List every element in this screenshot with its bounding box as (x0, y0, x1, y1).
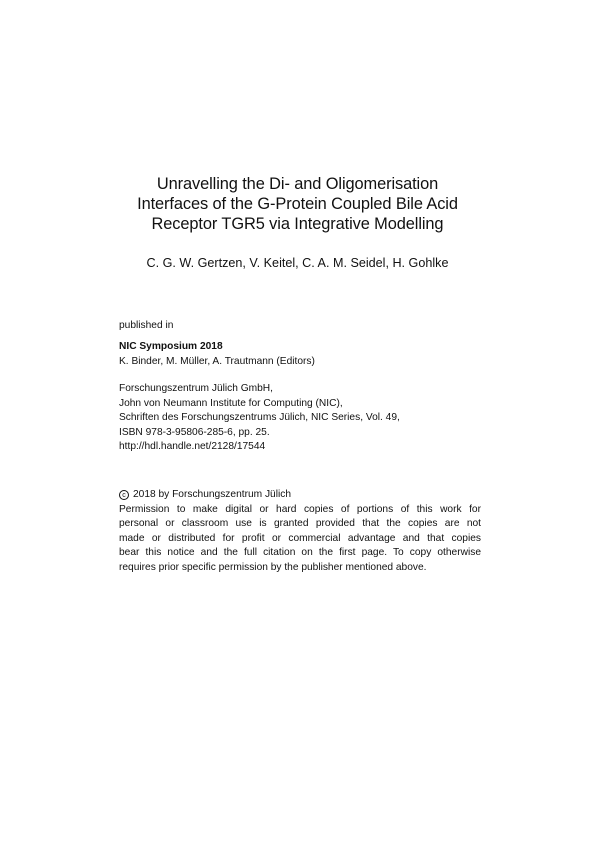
paper-title (0, 174, 595, 234)
permission-line: personal or classroom use is granted provided that the copies are not (119, 518, 481, 529)
publisher-line: Schriften des Forschungszentrums Jülich, NIC Series, Vol. 49, (119, 412, 400, 423)
permission-line: made or distributed for profit or commercial advantage and that copies (119, 532, 481, 544)
published-in-label: published in (119, 320, 174, 331)
title-line: Interfaces of the G-Protein Coupled Bile Acid (137, 195, 458, 213)
handle-link[interactable]: http://hdl.handle.net/2128/17544 (119, 441, 266, 452)
copyright-icon: c (119, 490, 129, 500)
publisher-info (119, 382, 481, 455)
symposium-name: NIC Symposium 2018 (119, 341, 223, 352)
symposium-editors: K. Binder, M. Müller, A. Trautmann (Editors) (119, 355, 315, 367)
copyright-block (119, 488, 481, 575)
symposium-info (119, 340, 481, 369)
permission-line: requires prior specific permission by the publisher mentioned above. (119, 561, 427, 573)
publisher-line: Forschungszentrum Jülich GmbH, (119, 383, 273, 394)
publisher-line: ISBN 978-3-95806-285-6, pp. 25. (119, 426, 270, 438)
author-list: C. G. W. Gertzen, V. Keitel, C. A. M. Seidel, H. Gohlke (146, 256, 449, 270)
title-line: Unravelling the Di- and Oligomerisation (156, 175, 439, 193)
permission-line: Permission to make digital or hard copies of portions of this work for (119, 503, 481, 515)
permission-line: bear this notice and the full citation on the first page. To copy otherwise (119, 547, 481, 558)
title-line: Receptor TGR5 via Integrative Modelling (151, 215, 444, 233)
copyright-text: 2018 by Forschungszentrum Jülich (133, 489, 291, 500)
publisher-line: John von Neumann Institute for Computing (NIC), (119, 397, 343, 409)
copyright-notice (119, 488, 481, 503)
